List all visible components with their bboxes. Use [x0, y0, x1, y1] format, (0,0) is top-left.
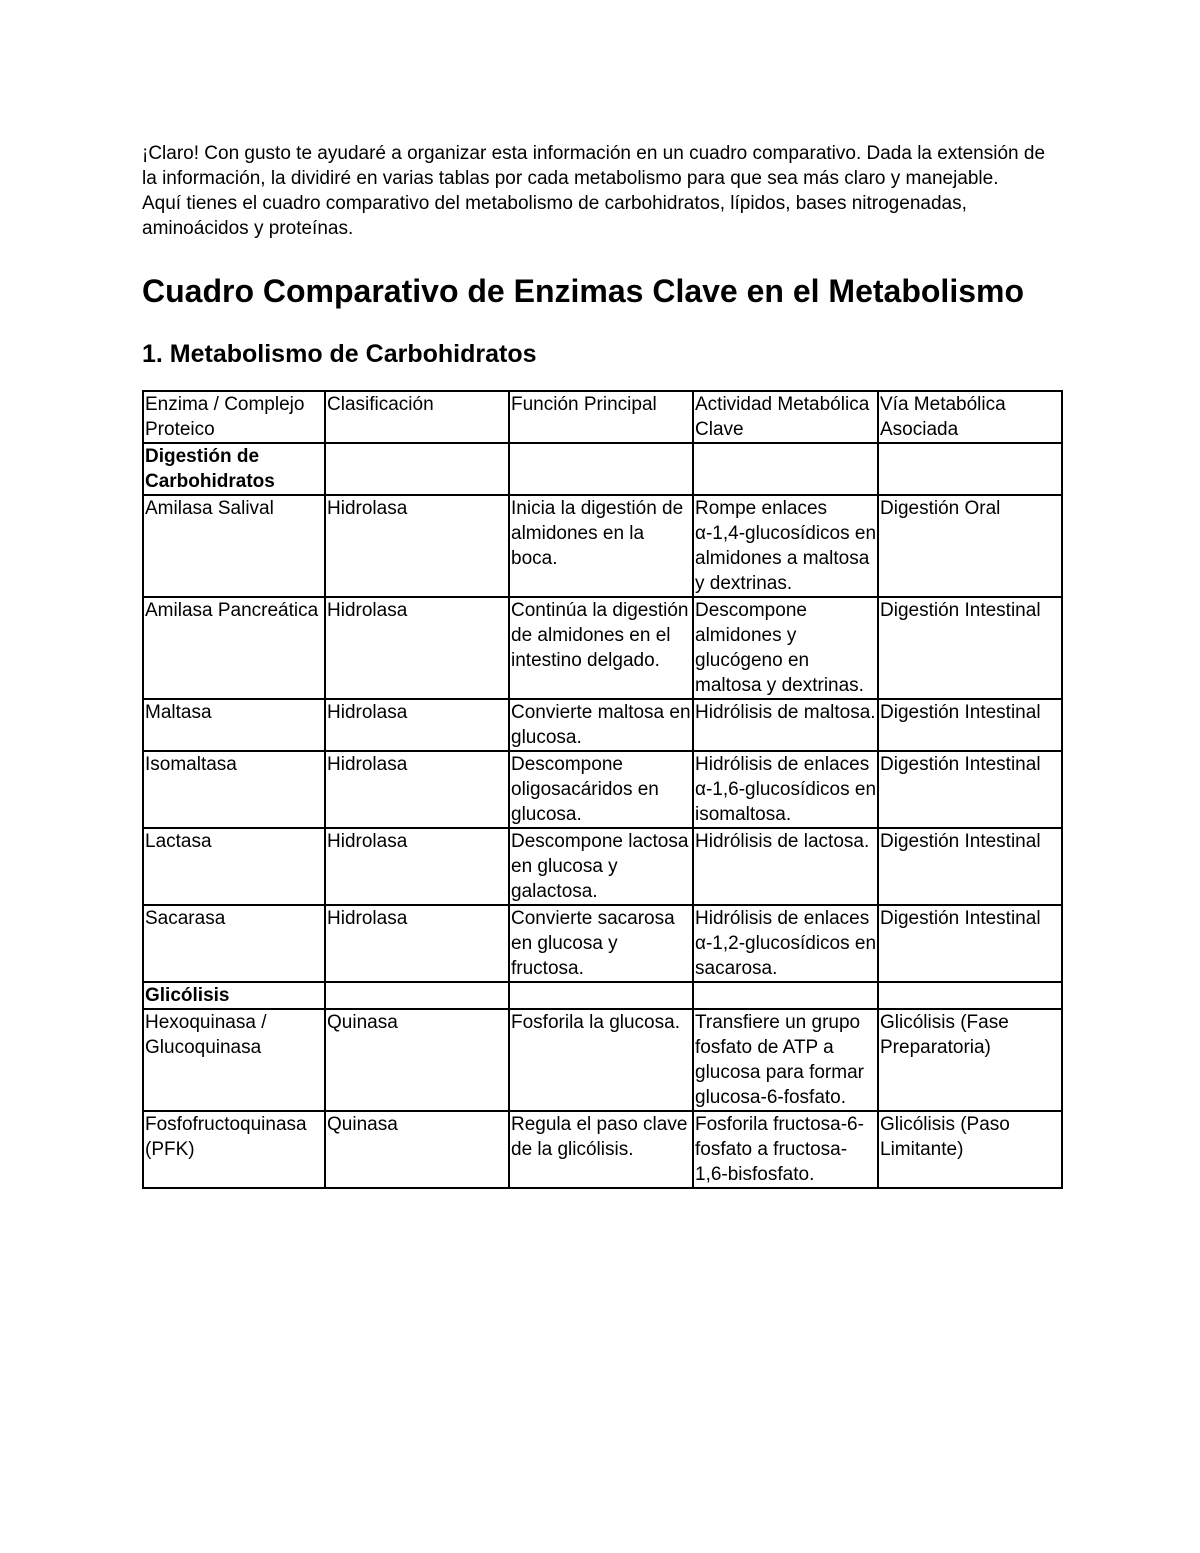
empty-cell — [509, 443, 693, 495]
header-cell: Función Principal — [509, 391, 693, 443]
classification-cell: Quinasa — [325, 1111, 509, 1188]
table-row — [143, 1009, 1062, 1111]
function-cell: Descompone lactosa en glucosa y galactosa. — [509, 828, 693, 905]
table-header-row — [143, 391, 1062, 443]
classification-cell: Hidrolasa — [325, 905, 509, 982]
table-row — [143, 597, 1062, 699]
empty-cell — [325, 982, 509, 1009]
intro-text — [142, 141, 1062, 241]
function-cell: Convierte sacarosa en glucosa y fructosa. — [509, 905, 693, 982]
header-cell: Vía Metabólica Asociada — [878, 391, 1062, 443]
document-title: Cuadro Comparativo de Enzimas Clave en el Metabolismo — [142, 273, 1024, 309]
empty-cell — [693, 443, 878, 495]
group-row-digestion — [143, 443, 1062, 495]
document-page — [142, 141, 1062, 1189]
empty-cell — [878, 982, 1062, 1009]
function-cell: Regula el paso clave de la glicólisis. — [509, 1111, 693, 1188]
table-row — [143, 495, 1062, 597]
classification-cell: Hidrolasa — [325, 699, 509, 751]
classification-cell: Hidrolasa — [325, 495, 509, 597]
table-row — [143, 905, 1062, 982]
table-row — [143, 699, 1062, 751]
function-cell: Convierte maltosa en glucosa. — [509, 699, 693, 751]
empty-cell — [693, 982, 878, 1009]
pathway-cell: Digestión Oral — [878, 495, 1062, 597]
classification-cell: Hidrolasa — [325, 828, 509, 905]
pathway-cell: Digestión Intestinal — [878, 751, 1062, 828]
activity-cell: Descompone almidones y glucógeno en maltosa y dextrinas. — [693, 597, 878, 699]
pathway-cell: Digestión Intestinal — [878, 597, 1062, 699]
classification-cell: Hidrolasa — [325, 751, 509, 828]
function-cell: Fosforila la glucosa. — [509, 1009, 693, 1111]
enzyme-cell: Fosfofructoquinasa (PFK) — [143, 1111, 325, 1188]
function-cell: Descompone oligosacáridos en glucosa. — [509, 751, 693, 828]
classification-cell: Quinasa — [325, 1009, 509, 1111]
enzyme-cell: Sacarasa — [143, 905, 325, 982]
pathway-cell: Glicólisis (Fase Preparatoria) — [878, 1009, 1062, 1111]
enzyme-cell: Amilasa Pancreática — [143, 597, 325, 699]
pathway-cell: Digestión Intestinal — [878, 905, 1062, 982]
table-row — [143, 1111, 1062, 1188]
pathway-cell: Glicólisis (Paso Limitante) — [878, 1111, 1062, 1188]
table-row — [143, 828, 1062, 905]
enzyme-comparison-table — [142, 390, 1063, 1189]
activity-cell: Hidrólisis de enlaces α-1,6-glucosídicos en isomaltosa. — [693, 751, 878, 828]
enzyme-cell: Maltasa — [143, 699, 325, 751]
activity-cell: Rompe enlaces α-1,4-glucosídicos en almidones a maltosa y dextrinas. — [693, 495, 878, 597]
section-heading-carbohidratos: 1. Metabolismo de Carbohidratos — [142, 340, 537, 368]
enzyme-cell: Amilasa Salival — [143, 495, 325, 597]
intro-paragraph-2: Aquí tienes el cuadro comparativo del metabolismo de carbohidratos, lípidos, bases nitrogenadas, aminoácidos y proteínas. — [142, 193, 967, 239]
function-cell: Continúa la digestión de almidones en el intestino delgado. — [509, 597, 693, 699]
header-cell: Enzima / Complejo Proteico — [143, 391, 325, 443]
enzyme-cell: Isomaltasa — [143, 751, 325, 828]
pathway-cell: Digestión Intestinal — [878, 828, 1062, 905]
header-cell: Actividad Metabólica Clave — [693, 391, 878, 443]
table-body — [143, 391, 1062, 1188]
pathway-cell: Digestión Intestinal — [878, 699, 1062, 751]
empty-cell — [509, 982, 693, 1009]
group-row-glicolisis — [143, 982, 1062, 1009]
classification-cell: Hidrolasa — [325, 597, 509, 699]
header-cell: Clasificación — [325, 391, 509, 443]
empty-cell — [878, 443, 1062, 495]
activity-cell: Fosforila fructosa-6-fosfato a fructosa-1,6-bisfosfato. — [693, 1111, 878, 1188]
group-label-cell: Digestión de Carbohidratos — [143, 443, 325, 495]
table-row — [143, 751, 1062, 828]
enzyme-cell: Lactasa — [143, 828, 325, 905]
group-label-cell: Glicólisis — [143, 982, 325, 1009]
activity-cell: Hidrólisis de maltosa. — [693, 699, 878, 751]
activity-cell: Transfiere un grupo fosfato de ATP a glucosa para formar glucosa-6-fosfato. — [693, 1009, 878, 1111]
activity-cell: Hidrólisis de enlaces α-1,2-glucosídicos en sacarosa. — [693, 905, 878, 982]
function-cell: Inicia la digestión de almidones en la boca. — [509, 495, 693, 597]
activity-cell: Hidrólisis de lactosa. — [693, 828, 878, 905]
empty-cell — [325, 443, 509, 495]
enzyme-cell: Hexoquinasa / Glucoquinasa — [143, 1009, 325, 1111]
intro-paragraph-1: ¡Claro! Con gusto te ayudaré a organizar esta información en un cuadro comparativo. Dada la extensión de la información, la dividiré en varias tablas por cada metabolismo para que sea más claro y manejable. — [142, 143, 1046, 189]
